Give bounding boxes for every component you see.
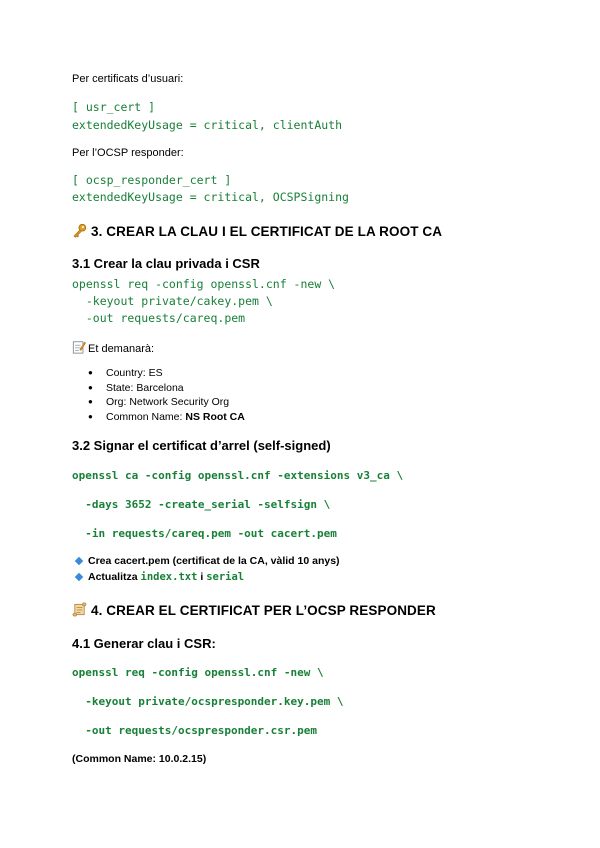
code-ocsp-keyusage: extendedKeyUsage = critical, OCSPSigning xyxy=(72,190,349,204)
code-4-1-line-1: openssl req -config openssl.cnf -new \ xyxy=(72,666,324,679)
diamond-bullet-icon xyxy=(75,556,83,564)
code-usr-keyusage: extendedKeyUsage = critical, clientAuth xyxy=(72,118,343,132)
subsection-3-2-title: 3.2 Signar el certificat d’arrel (self-signed) xyxy=(72,438,331,453)
note-text: Et demanarà: xyxy=(88,343,155,355)
section-4-heading xyxy=(72,602,436,619)
list-item: ● Country: ES xyxy=(84,366,245,381)
code-3-2-line-1: openssl ca -config openssl.cnf -extensions v3_ca \ xyxy=(72,469,404,482)
code-4-1-line-2: -keyout private/ocspresponder.key.pem \ xyxy=(72,695,344,708)
code-3-2-line-3: -in requests/careq.pem -out cacert.pem xyxy=(72,527,337,540)
bullet-updates-files: Actualitza index.txt i serial xyxy=(74,570,244,584)
memo-icon xyxy=(72,340,86,354)
list-item: ● Common Name: NS Root CA xyxy=(84,410,245,425)
intro-user-certs: Per certificats d’usuari: xyxy=(72,73,184,85)
note-line xyxy=(72,340,154,356)
list-item: ● State: Barcelona xyxy=(84,381,245,396)
subsection-3-1-title: 3.1 Crear la clau privada i CSR xyxy=(72,256,260,271)
section-3-title: 3. CREAR LA CLAU I EL CERTIFICAT DE LA ROOT CA xyxy=(91,224,443,239)
code-4-1-line-3: -out requests/ocspresponder.csr.pem xyxy=(72,724,318,737)
section-3-heading xyxy=(72,223,442,240)
scroll-icon xyxy=(72,602,87,617)
list-item: ● Org: Network Security Org xyxy=(84,395,245,410)
key-icon xyxy=(72,223,87,238)
code-ocsp-section: [ ocsp_responder_cert ] xyxy=(72,173,232,187)
code-3-1-line-3: -out requests/careq.pem xyxy=(72,311,246,325)
code-3-1-line-1: openssl req -config openssl.cnf -new \ xyxy=(72,277,336,291)
ca-fields-list xyxy=(84,366,245,424)
subsection-4-1-title: 4.1 Generar clau i CSR: xyxy=(72,636,216,651)
bullet-creates-cacert: Crea cacert.pem (certificat de la CA, vàlid 10 anys) xyxy=(74,554,340,568)
code-usr-section: [ usr_cert ] xyxy=(72,100,156,114)
code-3-1-line-2: -keyout private/cakey.pem \ xyxy=(72,294,273,308)
code-3-2-line-2: -days 3652 -create_serial -selfsign \ xyxy=(72,498,331,511)
common-name-note: (Common Name: 10.0.2.15) xyxy=(72,753,207,765)
section-4-title: 4. CREAR EL CERTIFICAT PER L’OCSP RESPONDER xyxy=(91,603,436,618)
diamond-bullet-icon xyxy=(75,572,83,580)
intro-ocsp: Per l’OCSP responder: xyxy=(72,147,184,159)
